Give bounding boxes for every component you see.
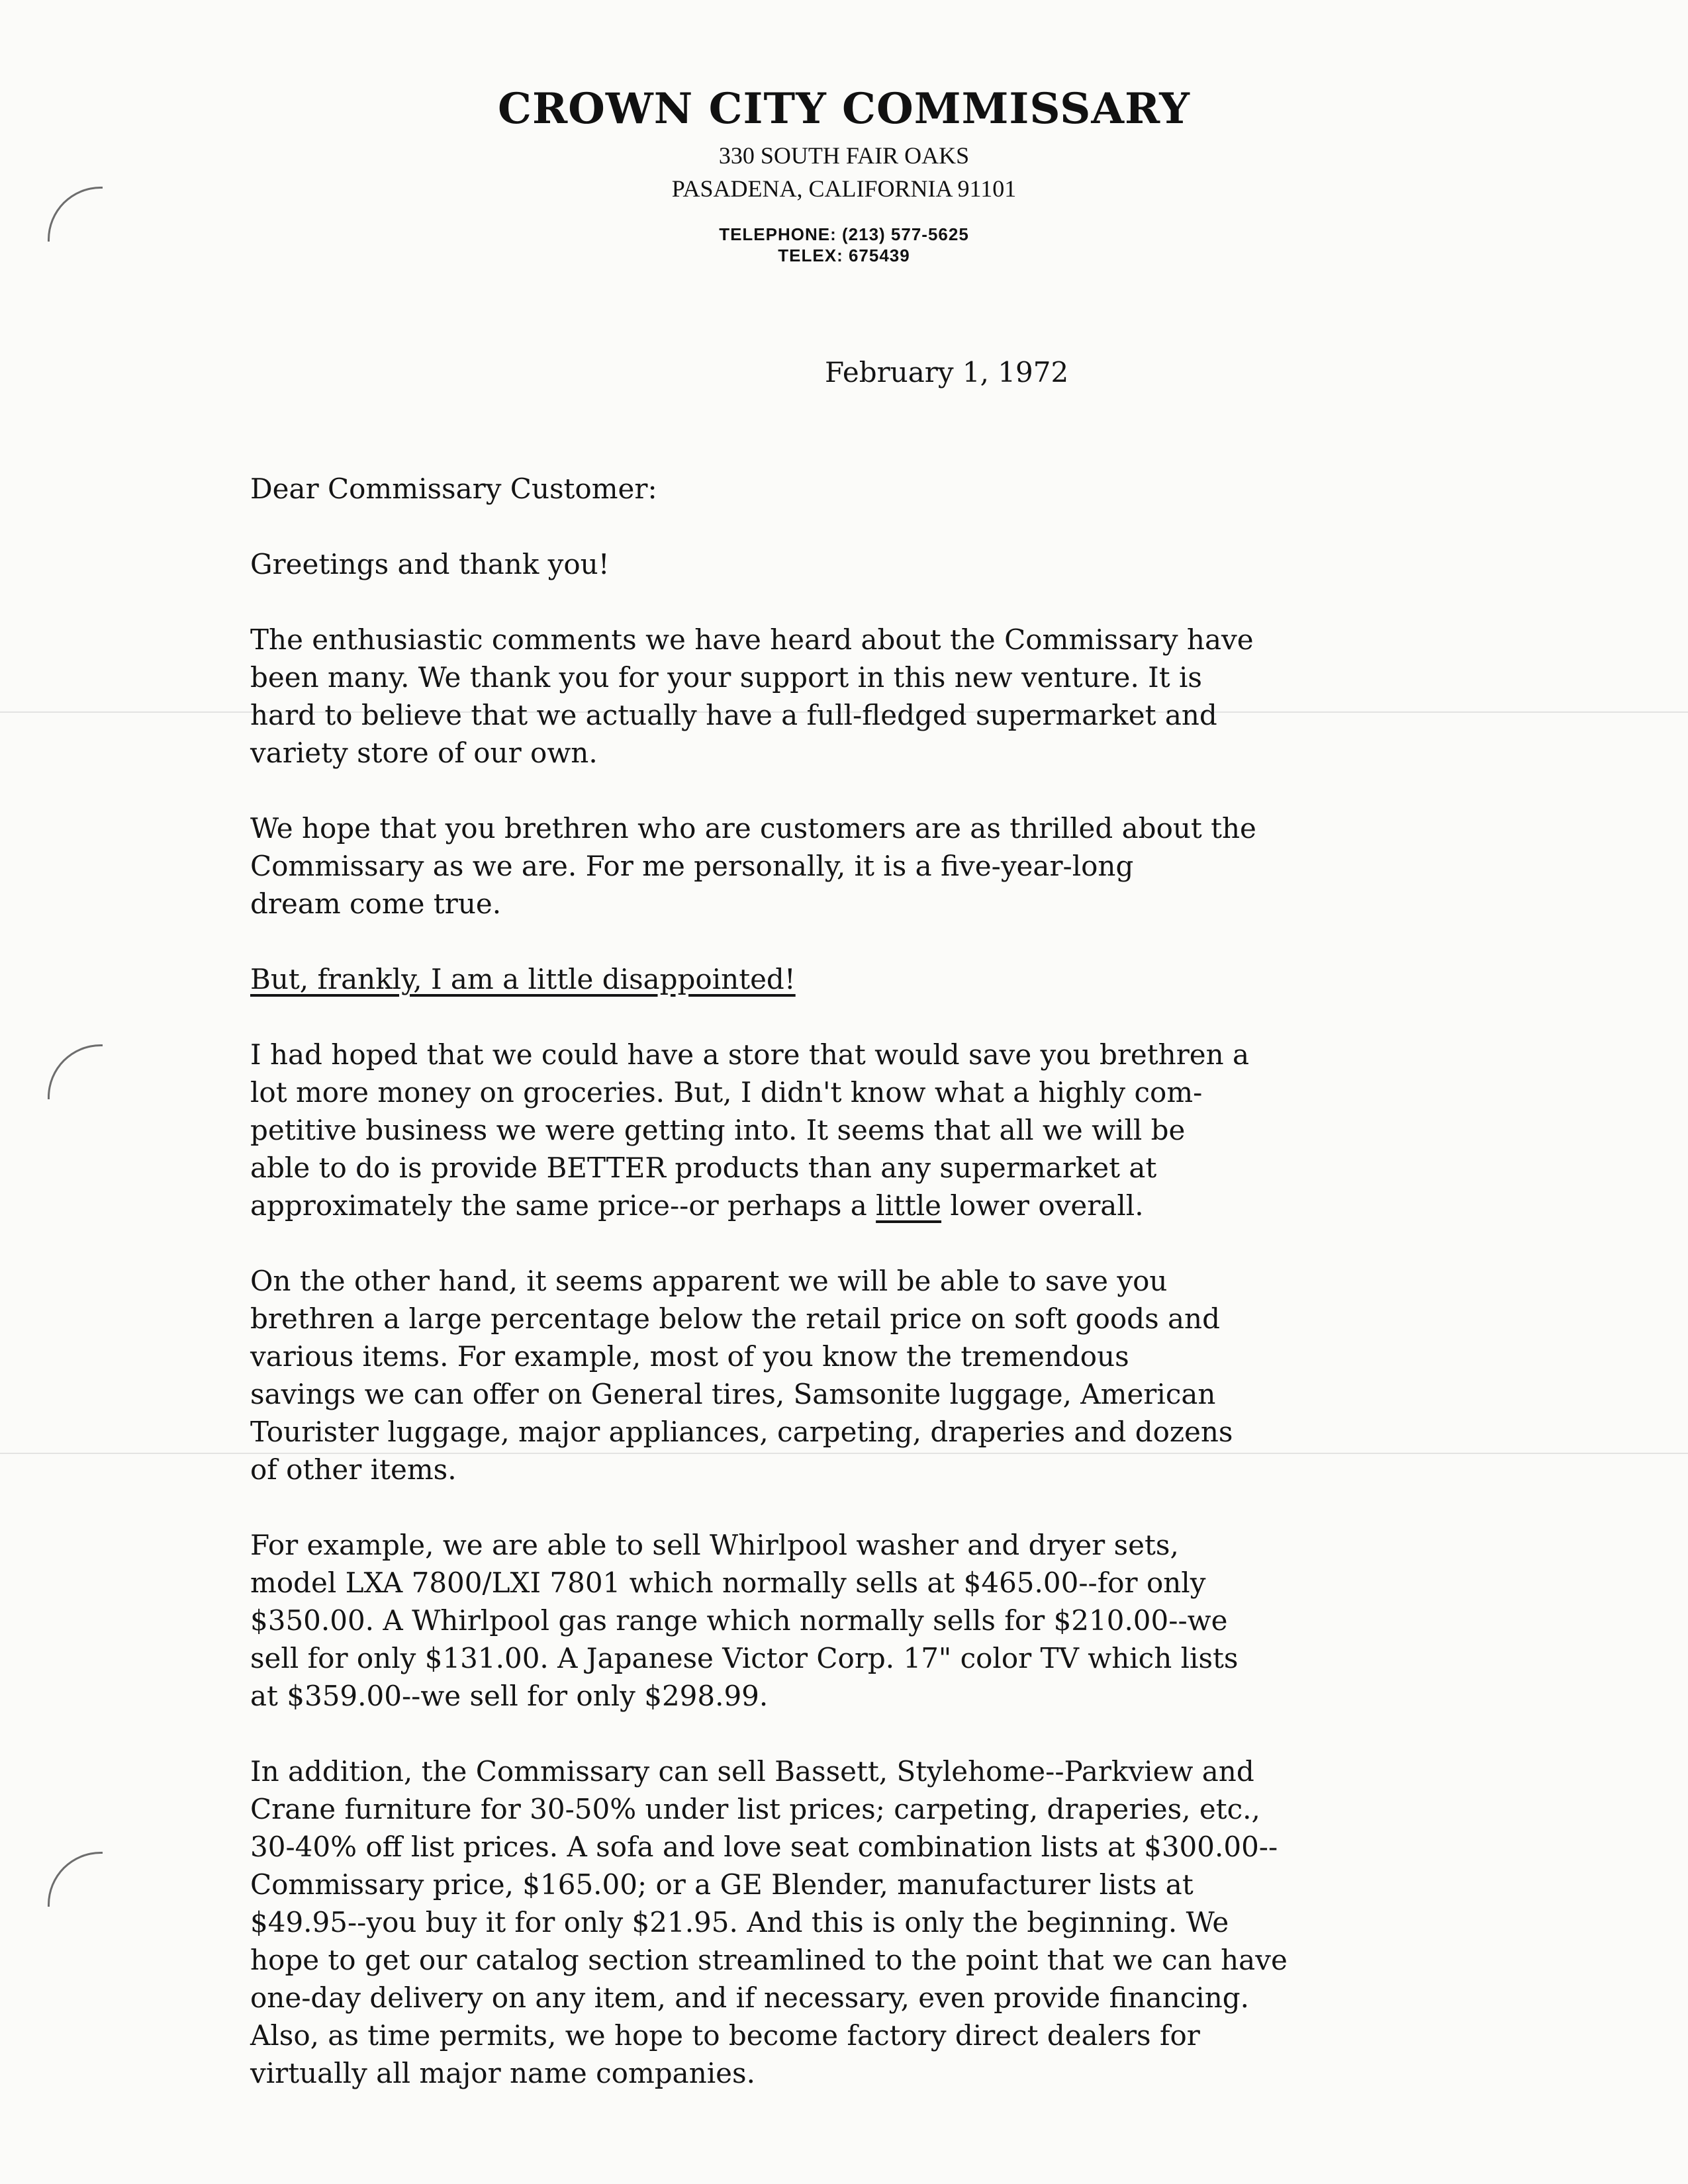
paragraph-3 [250,960,1528,998]
disappointed-statement: But, frankly, I am a little disappointed! [250,963,796,995]
telex: TELEX: 675439 [778,246,910,265]
letter-date: February 1, 1972 [825,356,1069,388]
letterhead [0,79,1688,266]
punch-hole-middle [48,1044,103,1099]
salutation: Dear Commissary Customer: [250,473,657,505]
contact-block [0,224,1688,266]
paragraph-4-start: I had hoped that we could have a store that would save you brethren a lot more money on groceries. But, I didn't know what a highly com- petitive business we were getting into. It seems that all we will be able to do is provide BETTER products than any supermarket at approximately the same price--or perhaps a [250,1038,1250,1222]
paragraph-5: On the other hand, it seems apparent we will be able to save you brethren a large percentage below the retail price on soft goods and various items. For example, most of you know the tremendous savings we can offer on General tires, Samsonite luggage, American Tourister luggage, major appliances, carpeting, draperies and dozens of other items. [250,1265,1233,1486]
paragraph-1: The enthusiastic comments we have heard about the Commissary have been many. We thank you for your support in this new venture. It is hard to believe that we actually have a full-fledged supermarket and variety store of our own. [250,623,1254,769]
paragraph-4-emphasis: little [876,1189,942,1222]
punch-hole-bottom [48,1852,103,1907]
letter-body [250,470,1528,2130]
paragraph-6: For example, we are able to sell Whirlpool washer and dryer sets, model LXA 7800/LXI 7801 which normally sells at $465.00--for only $350.00. A Whirlpool gas range which normally sells for $210.00--we sell for only $131.00. A Japanese Victor Corp. 17" color TV which lists at $359.00--we sell for only $298.99. [250,1529,1239,1712]
paragraph-4 [250,1036,1528,1224]
paragraph-7: In addition, the Commissary can sell Bassett, Stylehome--Parkview and Crane furniture for 30-50% under list prices; carpeting, draperies, etc., 30-40% off list prices. A sofa and love seat combination lists at $300.00-- Commissary price, $165.00; or a GE Blender, manufacturer lists at $49.95--you buy it for only $21.95. And this is only the beginning. We hope to get our catalog section streamlined to the point that we can have one-day delivery on any item, and if necessary, even provide financing. Also, as time permits, we hope to become factory direct dealers for virtually all major name companies. [250,1755,1288,2089]
address-line-2: PASADENA, CALIFORNIA 91101 [671,175,1017,202]
greeting: Greetings and thank you! [250,548,610,580]
company-name: CROWN CITY COMMISSARY [498,84,1190,134]
telephone: TELEPHONE: (213) 577-5625 [719,224,969,244]
paragraph-2: We hope that you brethren who are customers are as thrilled about the Commissary as we are. For me personally, it is a five-year-long dream come true. [250,812,1256,920]
paragraph-4-end: lower overall. [941,1189,1144,1222]
address-line-1: 330 SOUTH FAIR OAKS [718,142,970,169]
